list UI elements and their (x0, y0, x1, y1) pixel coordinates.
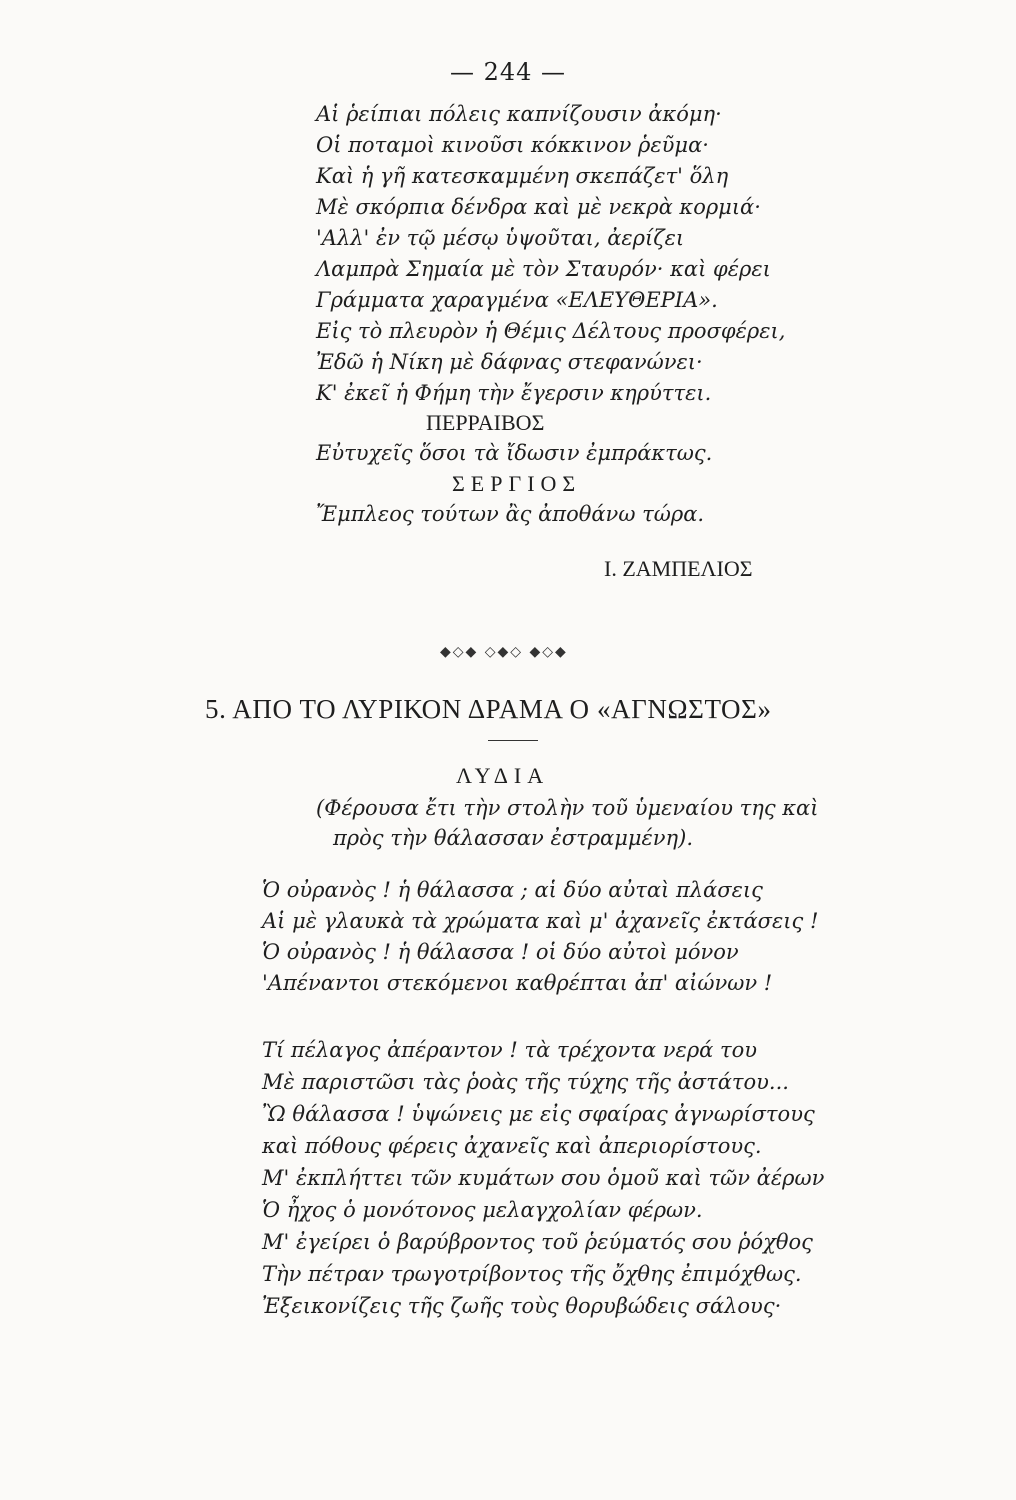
verse-line: Λαμπρὰ Σημαία μὲ τὸν Σταυρόν· καὶ φέρει (316, 257, 771, 281)
page-number: — 244 — (449, 58, 567, 86)
verse-line: Μ' ἐγείρει ὁ βαρύβροντος τοῦ ῥεύματός σου ῥόχθος (262, 1230, 813, 1254)
verse-line: Τί πέλαγος ἀπέραντον ! τὰ τρέχοντα νερά του (262, 1038, 758, 1062)
author-signature: Ι. ΖΑΜΠΕΛΙΟΣ (604, 556, 753, 581)
verse-line: Γράμματα χαραγμένα «ΕΛΕΥΘΕΡΙΑ». (316, 288, 718, 312)
verse-line: Ὁ οὐρανὸς ! ἡ θάλασσα ; αἱ δύο αὐταὶ πλάσεις (262, 878, 763, 902)
verse-line: 'Αλλ' ἐν τῷ μέσῳ ὑψοῦται, ἀερίζει (316, 226, 685, 250)
verse-line: Ὁ ἦχος ὁ μονότονος μελαγχολίαν φέρων. (262, 1198, 703, 1222)
ornamental-divider: ◆◇◆ ◇◆◇ ◆◇◆ (440, 644, 568, 660)
verse-line: καὶ πόθους φέρεις ἀχανεῖς καὶ ἀπεριορίστους. (262, 1134, 762, 1158)
verse-line: Τὴν πέτραν τρωγοτρίβοντος τῆς ὄχθης ἐπιμόχθως. (262, 1262, 802, 1286)
verse-line: Μ' ἐκπλήττει τῶν κυμάτων σου ὁμοῦ καὶ τῶν ἀέρων (262, 1166, 825, 1190)
verse-line: 'Απέναντοι στεκόμενοι καθρέπται ἀπ' αἰώνων ! (262, 971, 773, 995)
verse-line: Καὶ ἡ γῆ κατεσκαμμένη σκεπάζετ' ὅλη (316, 164, 729, 188)
stage-direction-line: (Φέρουσα ἔτι τὴν στολὴν τοῦ ὑμεναίου της καὶ (316, 796, 819, 820)
verse-line: Ἐδῶ ἡ Νίκη μὲ δάφνας στεφανώνει· (316, 350, 703, 374)
verse-line: Εἰς τὸ πλευρὸν ἡ Θέμις Δέλτους προσφέρει, (316, 319, 786, 343)
speech-line: Εὐτυχεῖς ὅσοι τὰ ἴδωσιν ἐμπράκτως. (316, 441, 713, 465)
speech-line: Ἔμπλεος τούτων ἂς ἀποθάνω τώρα. (316, 502, 705, 526)
verse-line: Κ' ἐκεῖ ἡ Φήμη τὴν ἔγερσιν κηρύττει. (316, 381, 712, 405)
verse-line: Αἱ ῥείπιαι πόλεις καπνίζουσιν ἀκόμη· (316, 102, 722, 126)
speaker-name: ΠΕΡΡΑΙΒΟΣ (426, 410, 545, 435)
verse-line: Ὁ οὐρανὸς ! ἡ θάλασσα ! οἱ δύο αὐτοὶ μόνον (262, 940, 739, 964)
stage-direction-line: πρὸς τὴν θάλασσαν ἐστραμμένη). (333, 826, 694, 850)
verse-line: Αἱ μὲ γλαυκὰ τὰ χρώματα καὶ μ' ἀχανεῖς ἐκτάσεις ! (262, 909, 819, 933)
verse-line: Μὲ παριστῶσι τὰς ῥοὰς τῆς τύχης τῆς ἀστάτου... (262, 1070, 789, 1094)
verse-line: Μὲ σκόρπια δένδρα καὶ μὲ νεκρὰ κορμιά· (316, 195, 761, 219)
verse-line: Οἱ ποταμοὶ κινοῦσι κόκκινον ῥεῦμα· (316, 133, 709, 157)
title-underline (488, 740, 538, 741)
verse-line: Ὢ θάλασσα ! ὑψώνεις με εἰς σφαίρας ἀγνωρίστους (262, 1102, 815, 1126)
verse-line: Ἐξεικονίζεις τῆς ζωῆς τοὺς θορυβώδεις σάλους· (262, 1294, 782, 1318)
speaker-name: ΣΕΡΓΙΟΣ (452, 471, 582, 496)
section-title: 5. ΑΠΟ ΤΟ ΛΥΡΙΚΟΝ ΔΡΑΜΑ Ο «ΑΓΝΩΣΤΟΣ» (205, 694, 772, 724)
character-name: ΛΥΔΙΑ (456, 763, 550, 788)
